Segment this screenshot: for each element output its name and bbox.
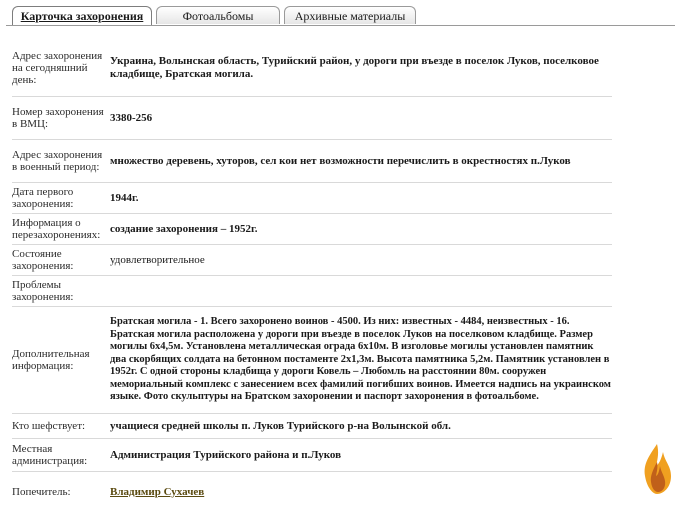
tab-bar <box>12 6 416 26</box>
label-local-administration: Местная администрация: <box>12 443 88 467</box>
row-trustee <box>12 471 612 512</box>
label-condition: Состояние захоронения: <box>12 248 74 272</box>
row-problems <box>12 275 612 306</box>
value-local-administration: Администрация Турийского района и п.Луков <box>110 448 342 461</box>
label-trustee: Попечитель: <box>12 486 71 498</box>
burial-card <box>12 40 612 512</box>
row-patrons <box>12 413 612 438</box>
value-wartime-address: множество деревень, хуторов, сел кои нет возможности перечислить в окрестностях п.Луков <box>110 154 571 167</box>
value-additional-info: Братская могила - 1. Всего захоронено воинов - 4500. Из них: известных - 4484, неизвестных - 16. Братская могила расположена у дороги при въезде в поселок Луков на поселковом кладбище. Размер могилы 6х4,5м. Установлена металлическая ограда 6х10м. В изголовье могилы установлен памятник два скорбящих солдата на бетонном постаменте 2х1,3м. Высота памятника 5,2м. Памятник установлен в 1952г. С одной стороны кладбища у дороги Ковель – Любомль на расстоянии 80м. сооружен мемориальный комплекс с занесением всех фамилий погибших воинов. Имеется надпись на украинском языке. Фото скульптуры на Братском захоронении и паспорт захоронения в фотоальбоме. <box>110 316 611 403</box>
value-current-address: Украина, Волынская область, Турийский район, у дороги при въезде в поселок Луков, поселковое кладбище, Братская могила. <box>110 55 599 80</box>
label-patrons: Кто шефствует: <box>12 420 86 432</box>
trustee-link[interactable]: Владимир Сухачев <box>110 485 205 498</box>
label-reburial-info: Информация о перезахоронениях: <box>12 217 101 241</box>
label-burial-number: Номер захоронения в ВМЦ: <box>12 106 104 130</box>
row-local-administration <box>12 438 612 471</box>
value-first-burial-date: 1944г. <box>110 191 139 204</box>
label-additional-info: Дополнительная информация: <box>12 348 90 372</box>
row-burial-number <box>12 96 612 139</box>
row-additional-info <box>12 306 612 413</box>
value-trustee <box>108 486 612 499</box>
label-current-address: Адрес захоронения на сегодняшний день: <box>12 50 103 86</box>
row-wartime-address <box>12 139 612 182</box>
row-reburial-info <box>12 213 612 244</box>
tab-archive-materials[interactable]: Архивные материалы <box>284 6 416 24</box>
tab-burial-card[interactable]: Карточка захоронения <box>12 6 152 26</box>
value-patrons: учащиеся средней школы п. Луков Турийского р-на Волынской обл. <box>110 419 451 432</box>
label-problems: Проблемы захоронения: <box>12 279 74 303</box>
label-wartime-address: Адрес захоронения в военный период: <box>12 149 103 173</box>
label-first-burial-date: Дата первого захоронения: <box>12 186 74 210</box>
value-condition: удовлетворительное <box>110 253 205 266</box>
value-reburial-info: создание захоронения – 1952г. <box>110 222 258 235</box>
row-current-address <box>12 40 612 96</box>
flame-icon <box>639 442 675 496</box>
row-first-burial-date <box>12 182 612 213</box>
tab-photo-albums[interactable]: Фотоальбомы <box>156 6 280 24</box>
tab-divider <box>6 25 675 26</box>
row-condition <box>12 244 612 275</box>
value-burial-number: 3380-256 <box>110 111 153 124</box>
